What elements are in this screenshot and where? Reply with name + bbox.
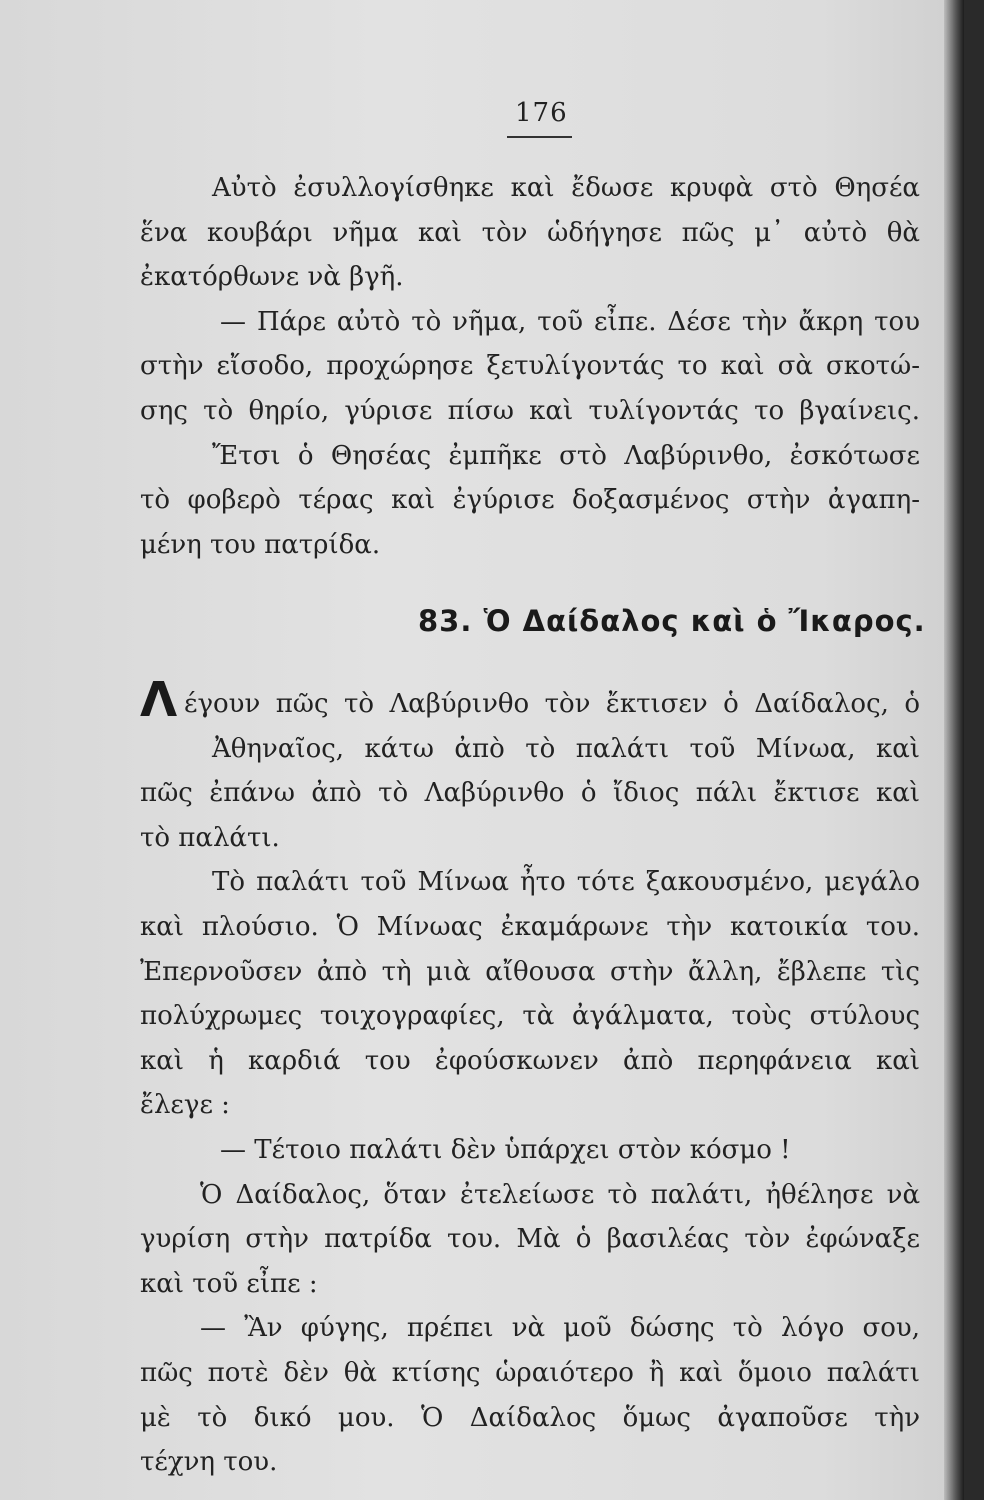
text-line: καὶ πλούσιο. Ὁ Μίνωας ἐκαμάρωνε τὴν κατοικία του. — [140, 911, 920, 942]
text-line: — Πάρε αὐτὸ τὸ νῆμα, τοῦ εἶπε. Δέσε τὴν ἄκρη του — [220, 306, 920, 337]
text-line: τέχνη του. — [140, 1447, 278, 1478]
drop-cap-letter: Λ — [140, 672, 178, 728]
text-line: σης τὸ θηρίο, γύρισε πίσω καὶ τυλίγοντάς το βγαίνεις. — [140, 395, 920, 426]
text-line: τὸ φοβερὸ τέρας καὶ ἐγύρισε δοξασμένος στὴν ἀγαπη- — [140, 485, 920, 516]
text-line: ἔλεγε : — [140, 1090, 230, 1121]
text-line: Ἐπερνοῦσεν ἀπὸ τὴ μιὰ αἴθουσα στὴν ἄλλη, ἔβλεπε τὶς — [140, 956, 920, 987]
text-line: Ἀθηναῖος, κάτω ἀπὸ τὸ παλάτι τοῦ Μίνωα, καὶ — [212, 733, 920, 764]
page-number: 176 — [515, 98, 568, 128]
text-line: έγουν πῶς τὸ Λαβύρινθο τὸν ἔκτισεν ὁ Δαίδαλος, ὁ — [184, 689, 920, 719]
text-line: μένη του πατρίδα. — [140, 529, 381, 560]
text-line: πῶς ἐπάνω ἀπὸ τὸ Λαβύρινθο ὁ ἴδιος πάλι ἔκτισε καὶ — [140, 778, 920, 809]
chapter-heading: 83. Ὁ Δαίδαλος καὶ ὁ Ἴκαρος. — [418, 604, 926, 638]
text-line: γυρίση στὴν πατρίδα του. Μὰ ὁ βασιλέας τὸν ἐφώναξε — [140, 1224, 920, 1255]
text-line: καὶ ἡ καρδιά του ἐφούσκωνεν ἀπὸ περηφάνεια καὶ — [140, 1045, 920, 1076]
book-gutter-shadow — [944, 0, 964, 1500]
text-line: — Τέτοιο παλάτι δὲν ὑπάρχει στὸν κόσμο ! — [220, 1134, 791, 1165]
text-line: τὸ παλάτι. — [140, 822, 280, 853]
text-line: μὲ τὸ δικό μου. Ὁ Δαίδαλος ὅμως ἀγαποῦσε τὴν — [140, 1402, 920, 1433]
story-text — [140, 682, 920, 1485]
previous-story-text — [140, 166, 920, 567]
text-line: πῶς ποτὲ δὲν θὰ κτίσης ὡραιότερο ἢ καὶ ὅμοιο παλάτι — [140, 1357, 920, 1388]
text-line: Ἔτσι ὁ Θησέας ἐμπῆκε στὸ Λαβύρινθο, ἐσκότωσε — [212, 440, 920, 471]
text-line: — Ἂν φύγης, πρέπει νὰ μοῦ δώσης τὸ λόγο σου, — [200, 1313, 920, 1344]
text-line: πολύχρωμες τοιχογραφίες, τὰ ἀγάλματα, τοὺς στύλους — [140, 1001, 920, 1032]
text-line: ἕνα κουβάρι νῆμα καὶ τὸν ὡδήγησε πῶς μ᾿ αὐτὸ θὰ — [140, 217, 920, 248]
text-line: καὶ τοῦ εἶπε : — [140, 1268, 318, 1299]
text-line: ἐκατόρθωνε νὰ βγῆ. — [140, 262, 404, 293]
text-line: στὴν εἴσοδο, προχώρησε ξετυλίγοντάς το καὶ σὰ σκοτώ- — [140, 351, 920, 382]
text-line: Τὸ παλάτι τοῦ Μίνωα ἦτο τότε ξακουσμένο, μεγάλο — [212, 867, 920, 898]
page-number-underline — [507, 136, 572, 138]
text-line: Ὁ Δαίδαλος, ὅταν ἐτελείωσε τὸ παλάτι, ἠθέλησε νὰ — [200, 1179, 920, 1210]
text-line: Αὐτὸ ἐσυλλογίσθηκε καὶ ἔδωσε κρυφὰ στὸ Θησέα — [212, 173, 920, 203]
